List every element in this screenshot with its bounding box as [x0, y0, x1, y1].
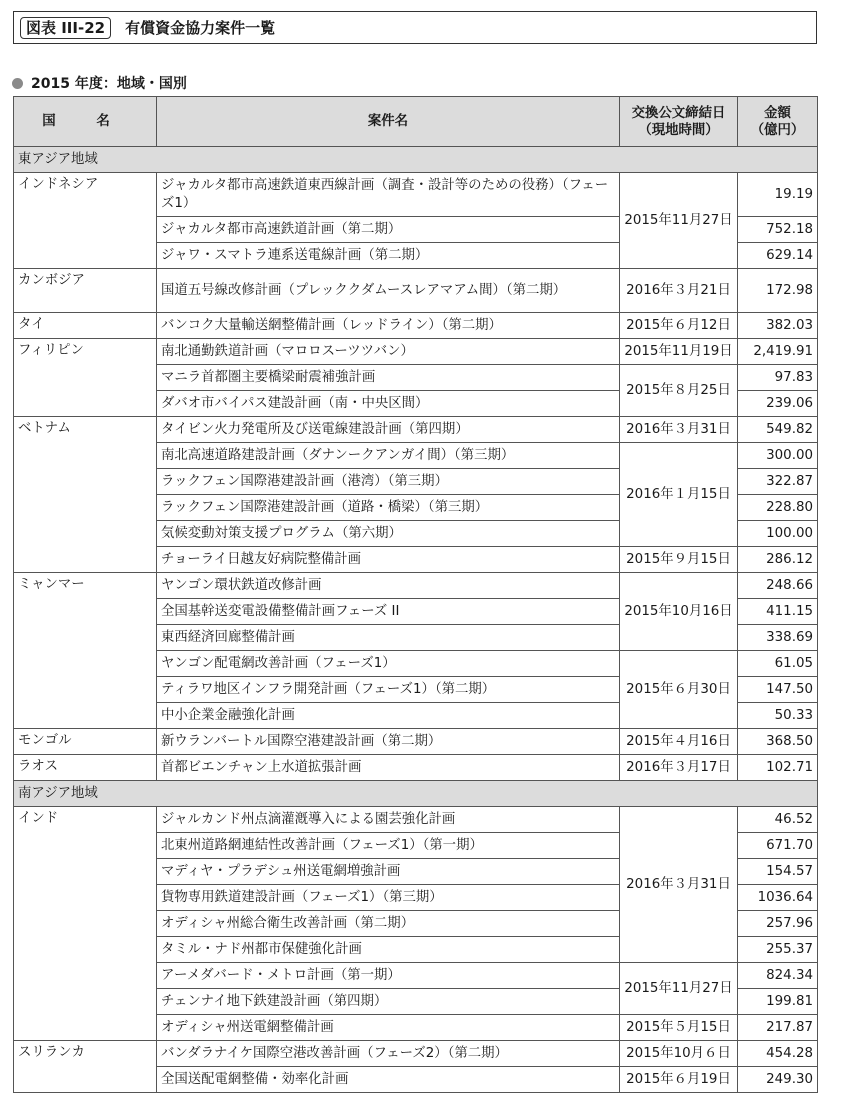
amount-cell: 454.28: [738, 1041, 818, 1067]
signing-date: 2015年６月19日: [620, 1067, 738, 1093]
signing-date: 2015年９月15日: [620, 547, 738, 573]
amount-cell: 154.57: [738, 859, 818, 885]
signing-date: 2016年３月21日: [620, 269, 738, 313]
amount-cell: 255.37: [738, 937, 818, 963]
project-name: ジャカルタ都市高速鉄道計画（第二期）: [157, 217, 620, 243]
project-name: 全国送配電網整備・効率化計画: [157, 1067, 620, 1093]
table-row: [14, 339, 818, 365]
project-name: バンダラナイケ国際空港改善計画（フェーズ2）（第二期）: [157, 1041, 620, 1067]
amount-cell: 248.66: [738, 573, 818, 599]
project-name: ダバオ市バイパス建設計画（南・中央区間）: [157, 391, 620, 417]
project-name: オディシャ州総合衛生改善計画（第二期）: [157, 911, 620, 937]
amount-cell: 411.15: [738, 599, 818, 625]
project-name: バンコク大量輸送網整備計画（レッドライン）（第二期）: [157, 313, 620, 339]
project-name: アーメダバード・メトロ計画（第一期）: [157, 963, 620, 989]
project-name: ジャルカンド州点滴灌漑導入による園芸強化計画: [157, 807, 620, 833]
region-label: 南アジア地域: [14, 781, 818, 807]
amount-cell: 671.70: [738, 833, 818, 859]
project-name: チョーライ日越友好病院整備計画: [157, 547, 620, 573]
table-row: [14, 173, 818, 217]
signing-date: 2015年６月12日: [620, 313, 738, 339]
amount-cell: 147.50: [738, 677, 818, 703]
table-row: [14, 269, 818, 313]
amount-cell: 549.82: [738, 417, 818, 443]
header-amount: 金額 （億円）: [738, 97, 818, 147]
country-cell: スリランカ: [14, 1041, 157, 1093]
project-name: 国道五号線改修計画（プレッククダムースレアマアム間）（第二期）: [157, 269, 620, 313]
table-row: [14, 313, 818, 339]
project-name: オディシャ州送電網整備計画: [157, 1015, 620, 1041]
country-cell: ラオス: [14, 755, 157, 781]
country-cell: カンボジア: [14, 269, 157, 313]
amount-cell: 199.81: [738, 989, 818, 1015]
project-name: 首都ビエンチャン上水道拡張計画: [157, 755, 620, 781]
amount-cell: 752.18: [738, 217, 818, 243]
amount-cell: 368.50: [738, 729, 818, 755]
amount-cell: 46.52: [738, 807, 818, 833]
project-name: ヤンゴン配電網改善計画（フェーズ1）: [157, 651, 620, 677]
signing-date: 2015年10月６日: [620, 1041, 738, 1067]
amount-cell: 1036.64: [738, 885, 818, 911]
region-label: 東アジア地域: [14, 147, 818, 173]
signing-date: 2016年３月31日: [620, 807, 738, 963]
country-cell: インドネシア: [14, 173, 157, 269]
project-name: ラックフェン国際港建設計画（港湾）（第三期）: [157, 469, 620, 495]
country-cell: ミャンマー: [14, 573, 157, 729]
header-project: 案件名: [157, 97, 620, 147]
signing-date: 2016年３月31日: [620, 417, 738, 443]
country-cell: フィリピン: [14, 339, 157, 417]
country-cell: インド: [14, 807, 157, 1041]
signing-date: 2015年４月16日: [620, 729, 738, 755]
amount-cell: 102.71: [738, 755, 818, 781]
amount-cell: 19.19: [738, 173, 818, 217]
amount-cell: 61.05: [738, 651, 818, 677]
subtitle-text: 2015 年度：地域・国別: [31, 76, 187, 92]
amount-cell: 217.87: [738, 1015, 818, 1041]
signing-date: 2016年３月17日: [620, 755, 738, 781]
project-name: 北東州道路網連結性改善計画（フェーズ1）（第一期）: [157, 833, 620, 859]
project-name: 貨物専用鉄道建設計画（フェーズ1）（第三期）: [157, 885, 620, 911]
region-row: [14, 147, 818, 173]
signing-date: 2015年11月19日: [620, 339, 738, 365]
table-row: [14, 1041, 818, 1067]
project-name: タミル・ナド州都市保健強化計画: [157, 937, 620, 963]
header-row: [14, 97, 818, 147]
signing-date: 2015年８月25日: [620, 365, 738, 417]
amount-cell: 286.12: [738, 547, 818, 573]
signing-date: 2015年10月16日: [620, 573, 738, 651]
signing-date: 2015年５月15日: [620, 1015, 738, 1041]
project-name: ティラワ地区インフラ開発計画（フェーズ1）（第二期）: [157, 677, 620, 703]
amount-cell: 249.30: [738, 1067, 818, 1093]
header-date: 交換公文締結日 （現地時間）: [620, 97, 738, 147]
amount-cell: 338.69: [738, 625, 818, 651]
project-name: マニラ首都圏主要橋梁耐震補強計画: [157, 365, 620, 391]
figure-title-box: [13, 11, 817, 44]
project-name: 南北通勤鉄道計画（マロロスーツツバン）: [157, 339, 620, 365]
project-name: 東西経済回廊整備計画: [157, 625, 620, 651]
country-cell: ベトナム: [14, 417, 157, 573]
amount-cell: 100.00: [738, 521, 818, 547]
table-row: [14, 573, 818, 599]
amount-cell: 629.14: [738, 243, 818, 269]
table-row: [14, 807, 818, 833]
project-name: 中小企業金融強化計画: [157, 703, 620, 729]
project-name: 南北高速道路建設計画（ダナンークアンガイ間）（第三期）: [157, 443, 620, 469]
figure-title: 有償資金協力案件一覧: [125, 19, 276, 37]
table-row: [14, 729, 818, 755]
table-row: [14, 417, 818, 443]
amount-cell: 228.80: [738, 495, 818, 521]
amount-cell: 2,419.91: [738, 339, 818, 365]
bullet-icon: [12, 78, 23, 89]
header-country: 国 名: [14, 97, 157, 147]
project-name: ラックフェン国際港建設計画（道路・橋梁）（第三期）: [157, 495, 620, 521]
project-name: ジャカルタ都市高速鉄道東西線計画（調査・設計等のための役務）（フェーズ1）: [157, 173, 620, 217]
project-name: 気候変動対策支援プログラム（第六期）: [157, 521, 620, 547]
project-name: マディヤ・プラデシュ州送電網増強計画: [157, 859, 620, 885]
section-subtitle: [12, 74, 187, 92]
project-name: 全国基幹送変電設備整備計画フェーズ II: [157, 599, 620, 625]
amount-cell: 172.98: [738, 269, 818, 313]
region-row: [14, 781, 818, 807]
amount-cell: 97.83: [738, 365, 818, 391]
signing-date: 2015年11月27日: [620, 173, 738, 269]
project-name: ヤンゴン環状鉄道改修計画: [157, 573, 620, 599]
amount-cell: 322.87: [738, 469, 818, 495]
project-name: チェンナイ地下鉄建設計画（第四期）: [157, 989, 620, 1015]
project-name: 新ウランバートル国際空港建設計画（第二期）: [157, 729, 620, 755]
project-name: ジャワ・スマトラ連系送電線計画（第二期）: [157, 243, 620, 269]
signing-date: 2015年11月27日: [620, 963, 738, 1015]
table-row: [14, 755, 818, 781]
project-name: タイビン火力発電所及び送電線建設計画（第四期）: [157, 417, 620, 443]
loan-projects-table: [13, 96, 818, 1093]
amount-cell: 257.96: [738, 911, 818, 937]
amount-cell: 239.06: [738, 391, 818, 417]
country-cell: モンゴル: [14, 729, 157, 755]
signing-date: 2015年６月30日: [620, 651, 738, 729]
amount-cell: 50.33: [738, 703, 818, 729]
amount-cell: 382.03: [738, 313, 818, 339]
amount-cell: 824.34: [738, 963, 818, 989]
signing-date: 2016年１月15日: [620, 443, 738, 547]
amount-cell: 300.00: [738, 443, 818, 469]
figure-label: 図表 III-22: [20, 17, 111, 39]
country-cell: タイ: [14, 313, 157, 339]
